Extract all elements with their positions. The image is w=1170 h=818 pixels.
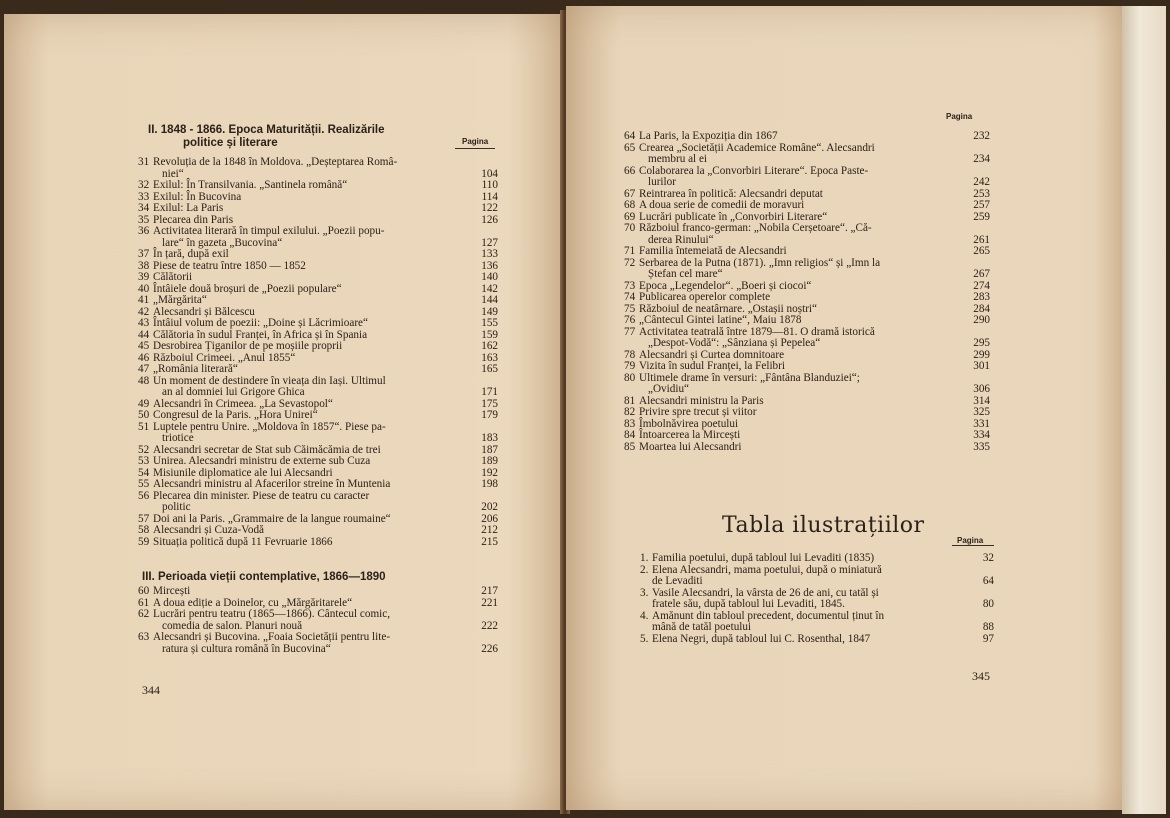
entry-page-number: 221 [481, 596, 498, 609]
entry-page-number: 192 [481, 466, 498, 479]
entry-title: lurilor [648, 176, 676, 188]
entry-number: 34 [138, 202, 150, 214]
entry-title: Activitatea teatrală între 1879—81. O dramă istorică [639, 325, 875, 338]
entry-page-number: 110 [481, 179, 498, 191]
entry-page-number: 198 [481, 478, 498, 490]
entry-page-number: 126 [481, 213, 498, 226]
entry-title: Activitatea literară în timpul exilului. „Poezii popu- [153, 225, 385, 237]
entry-title: Privire spre trecut și viitor [639, 406, 757, 418]
entry-title: În țară, după exil [153, 248, 229, 260]
entry-title: Unirea. Alecsandri ministru de externe sub Cuza [153, 455, 371, 467]
entry-page-number: 290 [973, 314, 990, 326]
entry-page-number: 162 [481, 340, 498, 352]
entry-number: 32 [138, 179, 150, 191]
entry-title: Exilul: În Bucovina [153, 190, 242, 203]
entry-title: Doi ani la Paris. „Grammaire de la langue roumaine“ [153, 512, 391, 525]
entry-number: 50 [138, 409, 150, 421]
entry-title: Întâiele două broșuri de „Poezii populare“ [153, 282, 342, 295]
entry-number: 39 [138, 271, 150, 283]
entry-number: 31 [138, 156, 150, 168]
entry-page-number: 331 [973, 417, 990, 430]
toc-entry [138, 644, 500, 656]
entry-number: 82 [624, 406, 636, 418]
entry-number: 73 [624, 279, 636, 292]
entry-number: 40 [138, 282, 150, 295]
toc-entry [138, 261, 500, 273]
entry-page-number: 242 [973, 176, 990, 188]
entry-title: La Paris, la Expoziția din 1867 [639, 130, 778, 142]
entry-page-number: 149 [481, 305, 498, 318]
entry-title: Plecarea din minister. Piese de teatru cu caracter [153, 489, 370, 502]
entry-title: „Cântecul Gintei latine“, Maiu 1878 [639, 314, 802, 326]
page-edges [1122, 6, 1166, 814]
entry-title: Epoca „Legendelor“. „Boeri și ciocoi“ [639, 279, 812, 292]
entry-page-number: 217 [481, 585, 498, 597]
section-title-2-line2: politice și literare [183, 137, 278, 149]
entry-title: Elena Alecsandri, mama poetului, după o miniatură [652, 563, 882, 576]
entry-number: 55 [138, 478, 150, 490]
entry-number: 84 [624, 429, 636, 441]
entry-number: 66 [624, 164, 636, 177]
entry-number: 70 [624, 222, 636, 234]
entry-number: 69 [624, 210, 636, 223]
entry-page-number: 267 [973, 268, 990, 280]
entry-number: 2. [640, 563, 649, 576]
illustrations-list [640, 553, 994, 645]
entry-title: lare“ în gazeta „Bucovina“ [162, 236, 283, 249]
entry-title: Serbarea de la Putna (1871). „Imn religios“ și „Imn la [639, 256, 881, 269]
entry-page-number: 212 [481, 524, 498, 536]
entry-page-number: 136 [481, 259, 498, 272]
entry-title: Situația politică după 11 Fevruarie 1866 [153, 535, 333, 548]
entry-number: 38 [138, 259, 150, 272]
entry-number: 51 [138, 420, 150, 433]
entry-title: Misiunile diplomatice ale lui Alecsandri [153, 466, 333, 479]
entry-page-number: 80 [982, 598, 994, 610]
entry-title: Revoluția de la 1848 în Moldova. „Deșteptarea Româ- [153, 156, 398, 168]
entry-number: 65 [624, 141, 636, 154]
entry-number: 4. [640, 609, 649, 622]
illustration-entry [640, 634, 994, 646]
section-title-3: III. Perioada vieții contemplative, 1866—1890 [142, 571, 386, 583]
entry-page-number: 257 [973, 199, 990, 211]
entry-page-number: 155 [481, 317, 498, 329]
section-title-2-line1: II. 1848 - 1866. Epoca Maturității. Realizările [148, 124, 385, 136]
entry-page-number: 299 [973, 348, 990, 361]
entry-title: Exilul: La Paris [153, 202, 224, 214]
entry-number: 85 [624, 440, 636, 453]
entry-title: Piese de teatru între 1850 — 1852 [153, 259, 306, 272]
entry-page-number: 104 [481, 167, 498, 180]
entry-number: 71 [624, 245, 636, 257]
entry-page-number: 122 [481, 202, 498, 214]
entry-title: mână de tatăl poetului [652, 621, 752, 633]
toc-entry [624, 442, 990, 454]
entry-title: niei“ [162, 167, 184, 180]
entry-number: 49 [138, 397, 150, 410]
entry-title: membru al ei [648, 153, 708, 165]
entry-number: 53 [138, 455, 150, 467]
entry-page-number: 163 [481, 351, 498, 364]
entry-title: fratele său, după tabloul lui Levaditi, 1845. [652, 598, 845, 610]
entry-number: 36 [138, 225, 150, 237]
entry-title: Lucrări publicate în „Convorbiri Literare“ [639, 210, 828, 223]
entry-number: 74 [624, 291, 636, 303]
entry-title: Mircești [153, 585, 191, 597]
entry-page-number: 159 [481, 328, 498, 341]
entry-number: 72 [624, 256, 636, 269]
entry-number: 35 [138, 213, 150, 226]
entry-page-number: 144 [481, 294, 498, 306]
entry-page-number: 64 [982, 575, 994, 587]
entry-number: 41 [138, 294, 150, 306]
entry-title: Vasile Alecsandri, la vârsta de 26 de ani, cu tatăl și [652, 586, 879, 599]
entry-page-number: 165 [481, 363, 498, 375]
left-page-label: Pagina [462, 137, 489, 146]
entry-page-number: 261 [973, 233, 990, 246]
left-toc-list [138, 157, 500, 548]
entry-title: „Despot-Vodă“: „Sânziana și Pepelea“ [648, 337, 821, 349]
entry-title: Reintrarea în politică: Alecsandri deputat [639, 187, 823, 200]
entry-title: Alecsandri și Bucovina. „Foaia Societății pentru lite- [153, 631, 391, 643]
left-folio: 344 [142, 683, 160, 697]
entry-page-number: 171 [481, 386, 498, 398]
entry-page-number: 301 [973, 360, 990, 372]
entry-title: Exilul: În Transilvania. „Santinela română“ [153, 179, 348, 191]
entry-number: 37 [138, 248, 150, 260]
entry-page-number: 253 [973, 187, 990, 200]
entry-page-number: 179 [481, 409, 498, 421]
toc-entry [138, 157, 500, 169]
illustrations-page-label-rule [952, 545, 994, 546]
entry-page-number: 175 [481, 397, 498, 410]
right-toc-list [624, 131, 990, 453]
entry-page-number: 334 [973, 429, 990, 441]
entry-number: 33 [138, 190, 150, 203]
entry-number: 76 [624, 314, 636, 326]
illustrations-title: Tabla ilustrațiilor [722, 513, 925, 538]
entry-number: 1. [640, 552, 649, 564]
entry-number: 75 [624, 302, 636, 315]
entry-title: Congresul de la Paris. „Hora Unirei“ [153, 409, 318, 421]
entry-page-number: 187 [481, 443, 498, 456]
entry-title: Moartea lui Alecsandri [639, 440, 742, 453]
entry-title: Vizita în sudul Franței, la Felibri [639, 360, 785, 372]
entry-title: Alecsandri în Crimeea. „La Sevastopol“ [153, 397, 333, 410]
entry-title: Familia întemeiată de Alecsandri [639, 245, 787, 257]
entry-page-number: 142 [481, 282, 498, 295]
entry-page-number: 274 [973, 279, 990, 292]
entry-title: ratura și cultura română în Bucovina“ [162, 642, 331, 655]
illustrations-page-label: Pagina [957, 536, 984, 545]
entry-number: 58 [138, 524, 150, 536]
entry-page-number: 140 [481, 271, 498, 283]
entry-title: Luptele pentru Unire. „Moldova în 1857“. Piese pa- [153, 420, 386, 433]
entry-number: 46 [138, 351, 150, 364]
entry-title: Desrobirea Țiganilor de pe moșiile proprii [153, 340, 343, 352]
entry-page-number: 226 [481, 642, 498, 655]
entry-page-number: 234 [973, 153, 990, 165]
entry-title: „Mărgărita“ [153, 294, 207, 306]
entry-title: Întâiul volum de poezii: „Doine și Lăcrimioare“ [153, 317, 368, 329]
entry-page-number: 32 [982, 552, 994, 564]
right-folio: 345 [972, 669, 990, 683]
entry-number: 44 [138, 328, 150, 341]
entry-title: Alecsandri secretar de Stat sub Căimăcămia de trei [153, 443, 381, 456]
entry-title: Alecsandri ministru la Paris [639, 394, 764, 407]
entry-title: Alecsandri și Cuza-Vodă [153, 524, 265, 536]
entry-page-number: 215 [481, 535, 498, 548]
entry-number: 54 [138, 466, 150, 479]
entry-number: 48 [138, 374, 150, 387]
entry-title: Războiul franco-german: „Nobila Cerșetoare“. „Că- [639, 222, 872, 234]
entry-page-number: 88 [982, 621, 994, 633]
entry-title: „România literară“ [153, 363, 238, 375]
entry-number: 60 [138, 585, 150, 597]
entry-title: Lucrări pentru teatru (1865—1866). Cântecul comic, [153, 608, 391, 620]
entry-number: 80 [624, 371, 636, 384]
entry-page-number: 189 [481, 455, 498, 467]
entry-number: 83 [624, 417, 636, 430]
entry-title: Amănunt din tabloul precedent, documentul ținut în [652, 609, 885, 622]
entry-page-number: 222 [481, 619, 498, 632]
entry-number: 45 [138, 340, 150, 352]
entry-number: 68 [624, 199, 636, 211]
entry-number: 61 [138, 596, 150, 609]
toc-entry [138, 537, 500, 549]
entry-title: Colaborarea la „Convorbiri Literare“. Epoca Paste- [639, 164, 869, 177]
entry-title: de Levaditi [652, 575, 703, 587]
entry-title: Îmbolnăvirea poetului [639, 417, 739, 430]
entry-title: derea Rinului“ [648, 233, 714, 246]
entry-title: Întoarcerea la Mircești [639, 429, 741, 441]
entry-page-number: 306 [973, 383, 990, 395]
entry-page-number: 114 [481, 190, 498, 203]
entry-page-number: 183 [481, 432, 498, 444]
left-toc-list-3 [138, 586, 500, 655]
entry-title: Ștefan cel mare“ [648, 268, 723, 280]
entry-number: 5. [640, 632, 649, 645]
entry-number: 52 [138, 443, 150, 456]
entry-page-number: 284 [973, 302, 990, 315]
entry-title: Publicarea operelor complete [639, 291, 771, 303]
entry-number: 56 [138, 489, 150, 502]
entry-number: 81 [624, 394, 636, 407]
entry-title: A doua ediție a Doinelor, cu „Mărgăritarele“ [153, 596, 353, 609]
entry-page-number: 202 [481, 501, 498, 513]
entry-page-number: 335 [973, 440, 990, 453]
entry-page-number: 295 [973, 337, 990, 349]
entry-title: Elena Negri, după tabloul lui C. Rosenthal, 1847 [652, 632, 871, 645]
entry-title: an al domniei lui Grigore Ghica [162, 386, 305, 398]
toc-entry [138, 491, 500, 503]
entry-number: 62 [138, 608, 150, 620]
entry-number: 57 [138, 512, 150, 525]
entry-number: 79 [624, 360, 636, 372]
entry-title: Ultimele drame în versuri: „Fântâna Blanduziei“; [639, 371, 860, 384]
entry-page-number: 232 [973, 130, 990, 142]
entry-page-number: 259 [973, 210, 990, 223]
entry-title: A doua serie de comedii de moravuri [639, 199, 805, 211]
right-page-label: Pagina [946, 112, 973, 121]
entry-number: 78 [624, 348, 636, 361]
entry-page-number: 133 [481, 248, 498, 260]
entry-title: comedia de salon. Planuri nouă [162, 619, 303, 632]
entry-title: Un moment de destindere în vieața din Iași. Ultimul [153, 374, 386, 387]
entry-number: 77 [624, 325, 636, 338]
entry-title: Războiul de neatârnare. „Ostașii noștri“ [639, 302, 818, 315]
entry-title: Alecsandri ministru al Afacerilor streine în Muntenia [153, 478, 391, 490]
entry-title: Alecsandri și Bălcescu [153, 305, 255, 318]
entry-title: Plecarea din Paris [153, 213, 234, 226]
entry-title: triotice [162, 432, 194, 444]
entry-title: Crearea „Societății Academice Române“. Alecsandri [639, 141, 875, 154]
entry-title: Familia poetului, după tabloul lui Levaditi (1835) [652, 552, 875, 564]
entry-page-number: 265 [973, 245, 990, 257]
entry-title: Alecsandri și Curtea domnitoare [639, 348, 785, 361]
entry-number: 67 [624, 187, 636, 200]
toc-entry [624, 166, 990, 178]
entry-page-number: 314 [973, 394, 990, 407]
entry-page-number: 127 [481, 236, 498, 249]
entry-page-number: 97 [982, 632, 994, 645]
entry-page-number: 206 [481, 512, 498, 525]
entry-number: 3. [640, 586, 649, 599]
entry-title: Războiul Crimeei. „Anul 1855“ [153, 351, 296, 364]
entry-title: politic [162, 501, 191, 513]
entry-number: 43 [138, 317, 150, 329]
entry-title: „Ovidiu“ [648, 383, 690, 395]
entry-page-number: 283 [973, 291, 990, 303]
left-page-label-rule [455, 148, 495, 149]
entry-title: Călătoria în sudul Franței, în Africa și în Spania [153, 328, 368, 341]
entry-number: 59 [138, 535, 150, 548]
entry-number: 47 [138, 363, 150, 375]
entry-number: 42 [138, 305, 150, 318]
entry-title: Călătorii [153, 271, 193, 283]
entry-number: 63 [138, 631, 150, 643]
entry-page-number: 325 [973, 406, 990, 418]
entry-number: 64 [624, 130, 636, 142]
